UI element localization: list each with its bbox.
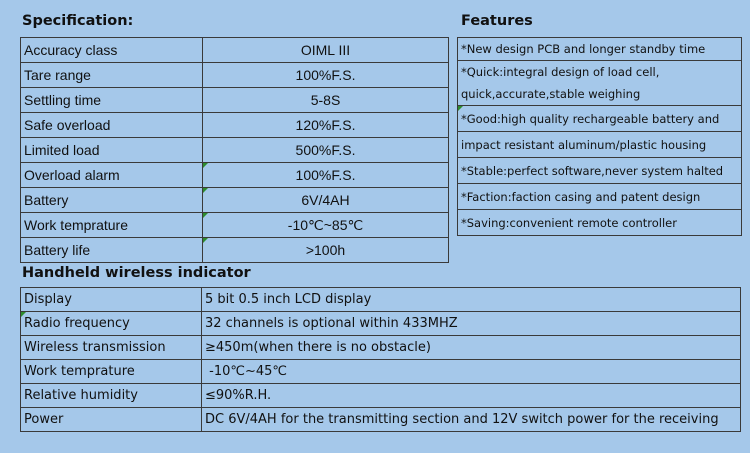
handheld-value: ≤90%R.H. <box>202 384 741 408</box>
spec-row <box>21 238 449 263</box>
spec-label: Accuracy class <box>21 38 203 63</box>
feature-line: quick,accurate,stable weighing <box>461 87 641 101</box>
feature-item <box>458 106 742 132</box>
spec-label: Tare range <box>21 63 203 88</box>
handheld-row <box>21 384 741 408</box>
handheld-label: Display <box>21 288 202 312</box>
handheld-label: Work temprature <box>21 360 202 384</box>
spec-row <box>21 188 449 213</box>
spec-label: Settling time <box>21 88 203 113</box>
handheld-heading: Handheld wireless indicator <box>22 265 251 281</box>
feature-item <box>458 132 742 158</box>
specification-table <box>20 37 449 263</box>
handheld-row <box>21 408 741 432</box>
feature-item <box>458 61 742 106</box>
spec-label: Overload alarm <box>21 163 203 188</box>
feature-item <box>458 38 742 61</box>
features-table <box>457 37 742 236</box>
features-heading: Features <box>461 13 533 29</box>
handheld-value: ≥450m(when there is no obstacle) <box>202 336 741 360</box>
spec-row <box>21 88 449 113</box>
spec-value: >100h <box>203 238 449 263</box>
spec-value: 100%F.S. <box>203 63 449 88</box>
spec-value: 500%F.S. <box>203 138 449 163</box>
handheld-label: Wireless transmission <box>21 336 202 360</box>
spec-value: -10℃~85℃ <box>203 213 449 238</box>
feature-line: *New design PCB and longer standby time <box>461 42 706 56</box>
spec-label: Battery <box>21 188 203 213</box>
feature-row <box>458 158 742 184</box>
spec-label: Battery life <box>21 238 203 263</box>
spec-row <box>21 138 449 163</box>
spec-value: 100%F.S. <box>203 163 449 188</box>
spec-value: 5-8S <box>203 88 449 113</box>
handheld-label: Power <box>21 408 202 432</box>
feature-line: *Saving:convenient remote controller <box>461 215 677 230</box>
specification-heading: Specification: <box>22 13 134 29</box>
feature-row <box>458 184 742 210</box>
spec-value: 120%F.S. <box>203 113 449 138</box>
spec-row <box>21 213 449 238</box>
handheld-row <box>21 288 741 312</box>
handheld-value: 5 bit 0.5 inch LCD display <box>202 288 741 312</box>
handheld-label: Relative humidity <box>21 384 202 408</box>
feature-item <box>458 158 742 184</box>
feature-line: *Quick:integral design of load cell, <box>461 65 660 79</box>
handheld-value: 32 channels is optional within 433MHZ <box>202 312 741 336</box>
handheld-value: -10℃~45℃ <box>202 360 741 384</box>
spec-value: 6V/4AH <box>203 188 449 213</box>
spec-row <box>21 38 449 63</box>
spec-row <box>21 113 449 138</box>
feature-line: *Good:high quality rechargeable battery and <box>461 111 720 126</box>
feature-row <box>458 132 742 158</box>
handheld-row <box>21 336 741 360</box>
feature-row <box>458 210 742 236</box>
handheld-label: Radio frequency <box>21 312 202 336</box>
feature-line: impact resistant aluminum/plastic housing <box>461 137 707 152</box>
spec-label: Safe overload <box>21 113 203 138</box>
handheld-row <box>21 360 741 384</box>
handheld-table <box>20 287 741 432</box>
feature-line: *Stable:perfect software,never system halted <box>461 163 724 178</box>
spec-row <box>21 63 449 88</box>
spec-label: Work temprature <box>21 213 203 238</box>
feature-row <box>458 61 742 106</box>
spec-row <box>21 163 449 188</box>
handheld-row <box>21 312 741 336</box>
feature-line: *Faction:faction casing and patent design <box>461 189 701 204</box>
feature-item <box>458 210 742 236</box>
spec-value: OIML III <box>203 38 449 63</box>
feature-row <box>458 38 742 61</box>
handheld-value: DC 6V/4AH for the transmitting section and 12V switch power for the receiving <box>202 408 741 432</box>
feature-item <box>458 184 742 210</box>
feature-row <box>458 106 742 132</box>
spec-label: Limited load <box>21 138 203 163</box>
